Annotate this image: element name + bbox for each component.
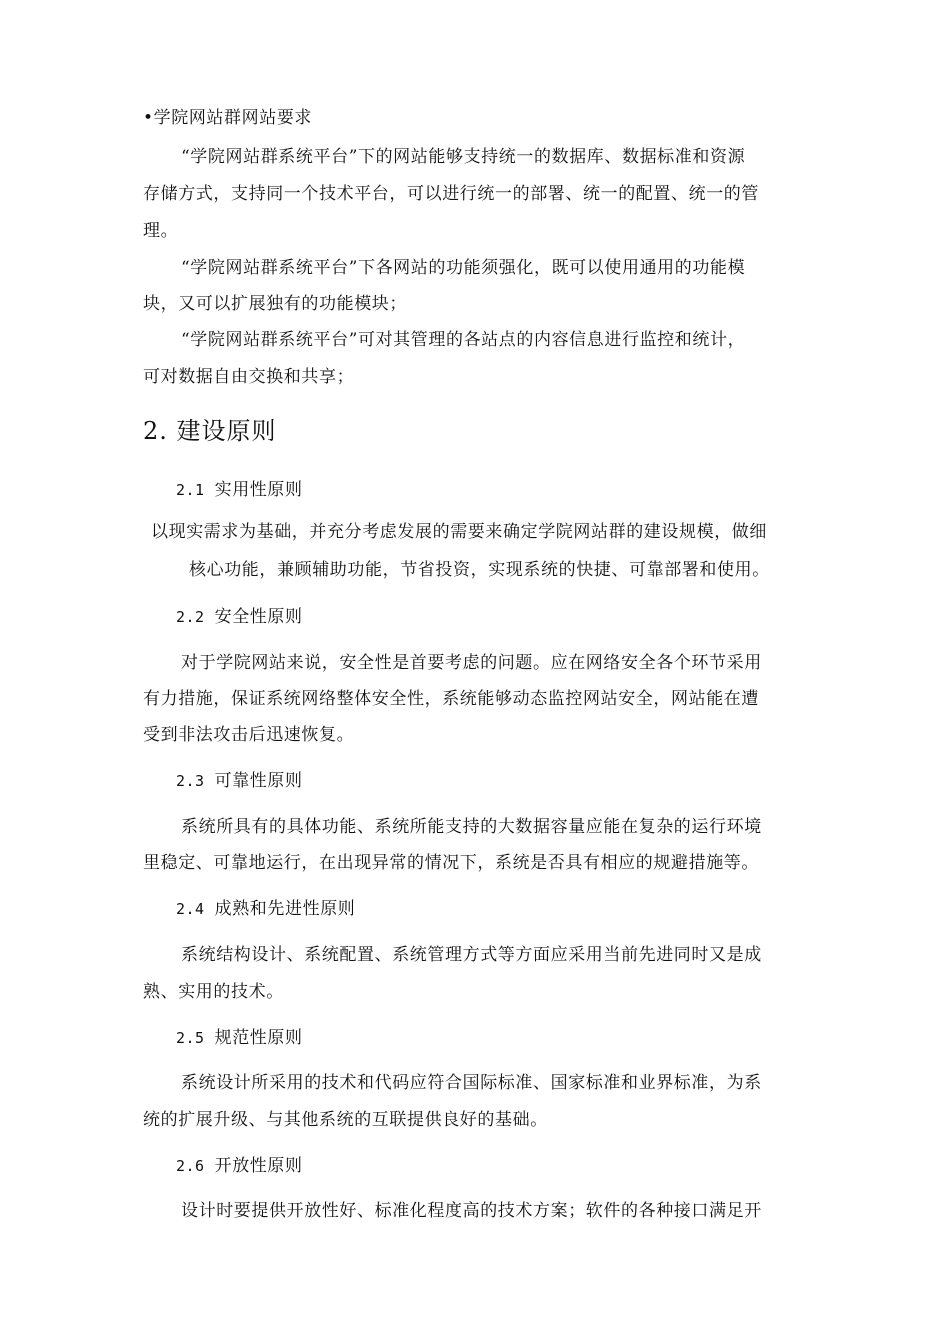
- subsection-2-5-line-1: 系统设计所采用的技术和代码应符合国际标准、国家标准和业界标准，为系: [181, 1073, 762, 1093]
- subsection-2-3-line-2: 里稳定、可靠地运行，在出现异常的情况下，系统是否具有相应的规避措施等。: [143, 853, 759, 873]
- subsection-2-1-line-2: 核心功能，兼顾辅助功能，节省投资，实现系统的快捷、可靠部署和使用。: [189, 560, 770, 580]
- subsection-2-4-line-2: 熟、实用的技术。: [143, 982, 284, 1002]
- subsection-title: 安全性原则: [214, 607, 303, 627]
- subsection-2-5-title: [176, 1026, 303, 1050]
- subsection-2-6-line-1: 设计时要提供开放性好、标准化程度高的技术方案；软件的各种接口满足开: [181, 1201, 762, 1221]
- subsection-number: 2.3: [176, 772, 205, 790]
- subsection-title: 成熟和先进性原则: [214, 899, 356, 919]
- subsection-2-2-line-1: 对于学院网站来说，安全性是首要考虑的问题。应在网络安全各个环节采用: [181, 653, 762, 673]
- subsection-2-1-title: [176, 478, 303, 502]
- subsection-title: 开放性原则: [214, 1156, 303, 1176]
- intro-p2-line-1: “学院网站群系统平台”下各网站的功能须强化，既可以使用通用的功能模: [181, 258, 746, 278]
- intro-p1-line-1: “学院网站群系统平台”下的网站能够支持统一的数据库、数据标准和资源: [181, 147, 746, 167]
- intro-p3-line-1: “学院网站群系统平台”可对其管理的各站点的内容信息进行监控和统计，: [181, 330, 746, 350]
- subsection-number: 2.6: [176, 1157, 205, 1175]
- subsection-2-2-line-3: 受到非法攻击后迅速恢复。: [143, 725, 355, 745]
- section-heading: 2. 建设原则: [143, 417, 277, 445]
- subsection-2-4-title: [176, 897, 355, 921]
- subsection-2-6-title: [176, 1154, 303, 1178]
- subsection-2-5-line-2: 统的扩展升级、与其他系统的互联提供良好的基础。: [143, 1110, 548, 1130]
- subsection-title: 可靠性原则: [214, 771, 303, 791]
- subsection-number: 2.2: [176, 608, 205, 626]
- intro-p2-line-2: 块，又可以扩展独有的功能模块；: [143, 294, 407, 314]
- subsection-number: 2.5: [176, 1029, 205, 1047]
- subsection-2-4-line-1: 系统结构设计、系统配置、系统管理方式等方面应采用当前先进同时又是成: [181, 945, 762, 965]
- subsection-number: 2.1: [176, 481, 205, 499]
- intro-p1-line-2: 存储方式，支持同一个技术平台，可以进行统一的部署、统一的配置、统一的管: [143, 184, 759, 204]
- subsection-number: 2.4: [176, 900, 205, 918]
- intro-p3-line-2: 可对数据自由交换和共享；: [143, 367, 355, 387]
- intro-title: •学院网站群网站要求: [143, 108, 313, 128]
- intro-p1-line-3: 理。: [143, 221, 179, 241]
- subsection-2-2-line-2: 有力措施，保证系统网络整体安全性，系统能够动态监控网站安全，网站能在遭: [143, 689, 759, 709]
- subsection-2-3-line-1: 系统所具有的具体功能、系统所能支持的大数据容量应能在复杂的运行环境: [181, 817, 762, 837]
- subsection-title: 规范性原则: [214, 1028, 303, 1048]
- subsection-2-2-title: [176, 605, 303, 629]
- subsection-2-1-line-1: 以现实需求为基础，并充分考虑发展的需要来确定学院网站群的建设规模，做细: [151, 522, 767, 542]
- subsection-title: 实用性原则: [214, 480, 303, 500]
- subsection-2-3-title: [176, 769, 303, 793]
